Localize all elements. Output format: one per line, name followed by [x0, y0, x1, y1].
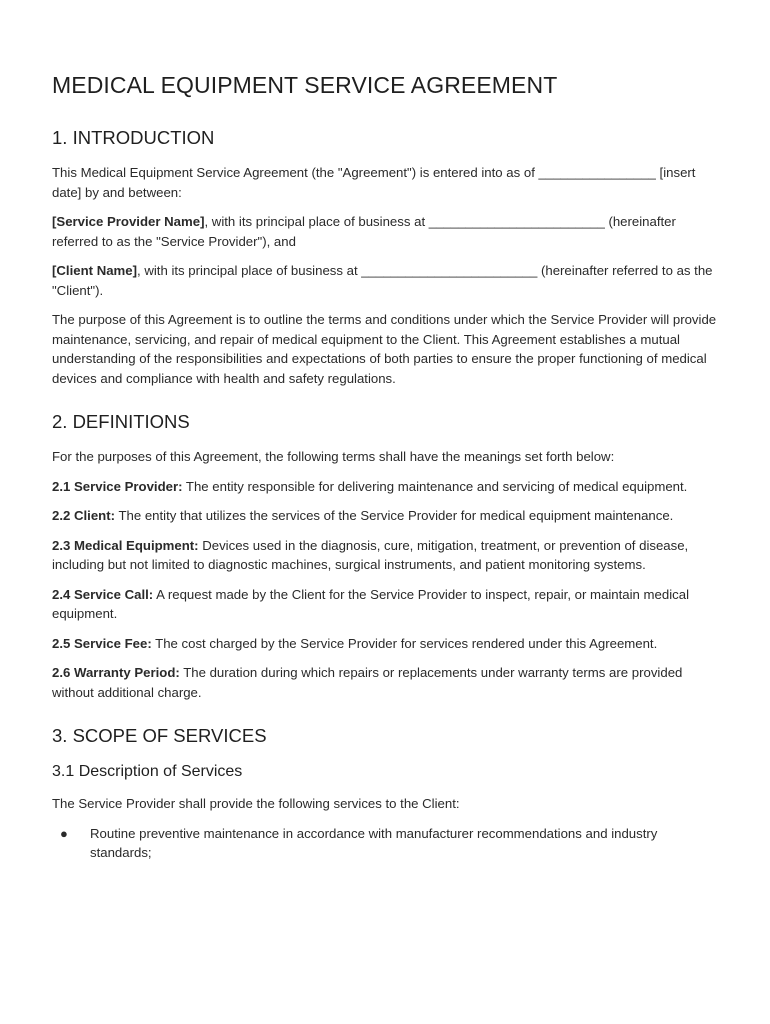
subsection-heading-description: 3.1 Description of Services — [52, 763, 243, 780]
services-list — [52, 824, 718, 863]
list-item-text: Routine preventive maintenance in accordance with manufacturer recommendations and industry standards; — [90, 825, 658, 860]
definition-text: The entity responsible for delivering maintenance and servicing of medical equipment. — [182, 478, 688, 494]
intro-paragraph: This Medical Equipment Service Agreement (the "Agreement") is entered into as of ________________ [insert date] by and between: — [52, 165, 696, 200]
definition-item — [52, 663, 718, 702]
bullet-icon: ● — [60, 825, 68, 841]
provider-name-placeholder: [Service Provider Name] — [52, 214, 205, 229]
section-introduction — [52, 126, 718, 388]
section-heading-scope: 3. SCOPE OF SERVICES — [52, 725, 267, 746]
purpose-paragraph: The purpose of this Agreement is to outline the terms and conditions under which the Service Provider will provide maintenance, servicing, and repair of medical equipment to the Client. This Agreement establishes a mutual understanding of the responsibilities and expectations of both parties to ensure the proper functioning of medical devices and compliance with health and safety regulations. — [52, 312, 717, 386]
scope-intro: The Service Provider shall provide the following services to the Client: — [52, 796, 460, 811]
definition-term: 2.1 Service Provider: — [52, 478, 183, 494]
client-text: , with its principal place of business at ________________________ (hereinafter referred to as the "Client"). — [52, 263, 713, 298]
definition-item — [52, 585, 718, 624]
definition-item — [52, 506, 718, 526]
definition-text: The cost charged by the Service Provider for services rendered under this Agreement. — [151, 635, 658, 651]
definitions-intro: For the purposes of this Agreement, the following terms shall have the meanings set forth below: — [52, 449, 615, 464]
definition-text: Devices used in the diagnosis, cure, mitigation, treatment, or prevention of disease, including but not limited to diagnostic machines, surgical instruments, and patient monitoring systems. — [52, 537, 689, 572]
definition-term: 2.4 Service Call: — [52, 586, 154, 602]
section-definitions — [52, 410, 718, 702]
section-heading-definitions: 2. DEFINITIONS — [52, 411, 190, 432]
definition-text: A request made by the Client for the Service Provider to inspect, repair, or maintain medical equipment. — [52, 586, 689, 621]
client-name-placeholder: [Client Name] — [52, 263, 137, 278]
definition-item — [52, 536, 718, 575]
definition-text: The duration during which repairs or replacements under warranty terms are provided without additional charge. — [52, 665, 683, 700]
definition-term: 2.3 Medical Equipment: — [52, 537, 199, 553]
provider-text: , with its principal place of business at ________________________ (hereinafter referred to as the "Service Provider"), and — [52, 214, 676, 249]
section-scope — [52, 724, 718, 863]
provider-paragraph — [52, 212, 718, 251]
document-title: MEDICAL EQUIPMENT SERVICE AGREEMENT — [52, 72, 558, 98]
definition-term: 2.6 Warranty Period: — [52, 665, 180, 680]
definition-text: The entity that utilizes the services of the Service Provider for medical equipment maintenance. — [115, 508, 674, 523]
section-heading-introduction: 1. INTRODUCTION — [52, 127, 215, 148]
list-item — [52, 824, 718, 863]
client-paragraph — [52, 261, 718, 300]
definition-term: 2.5 Service Fee: — [52, 635, 152, 651]
definition-item — [52, 634, 718, 654]
definition-term: 2.2 Client: — [52, 508, 116, 523]
definition-item — [52, 477, 718, 497]
